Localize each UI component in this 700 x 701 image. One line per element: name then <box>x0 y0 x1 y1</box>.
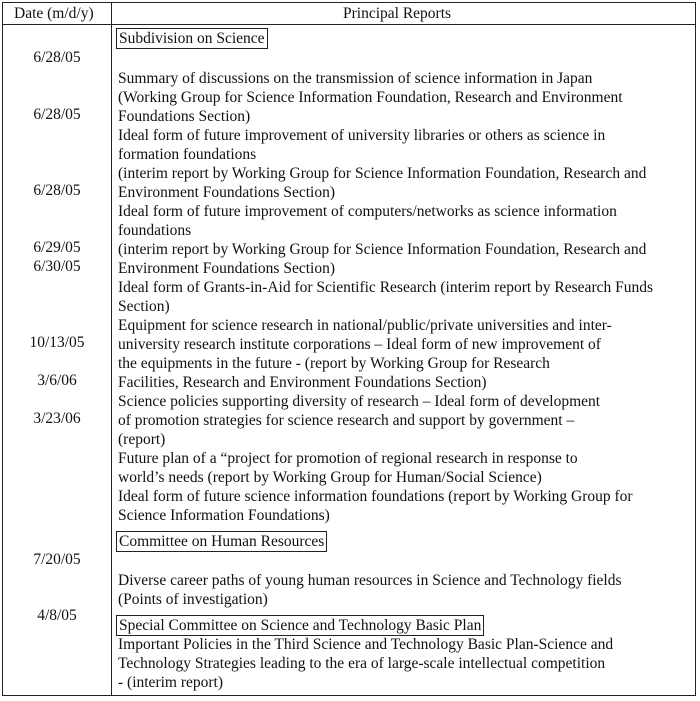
column-divider <box>111 3 112 695</box>
report-line: foundations <box>118 222 192 239</box>
section-title-science: Subdivision on Science <box>116 28 268 49</box>
header-divider <box>3 24 695 25</box>
section-title-basic-plan: Special Committee on Science and Technology Basic Plan <box>116 615 484 636</box>
report-line: Ideal form of future improvement of computers/networks as science information <box>118 203 617 220</box>
date-cell: 7/20/05 <box>33 551 81 568</box>
report-line: Foundations Section) <box>118 108 251 125</box>
report-line: (report) <box>118 431 166 448</box>
date-cell: 10/13/05 <box>29 334 85 351</box>
date-cell: 3/23/06 <box>33 410 81 427</box>
date-column-header: Date (m/d/y) <box>14 5 94 22</box>
report-line: of promotion strategies for science research and support by government – <box>118 412 575 429</box>
report-line: Facilities, Research and Environment Foundations Section) <box>118 374 487 391</box>
report-line: - (interim report) <box>118 674 224 691</box>
report-line: Ideal form of future improvement of university libraries or others as science in <box>118 127 606 144</box>
date-cell: 3/6/06 <box>37 372 77 389</box>
date-cell: 6/29/05 <box>33 239 81 256</box>
report-line: Diverse career paths of young human resources in Science and Technology fields <box>118 572 622 589</box>
report-line: Future plan of a “project for promotion of regional research in response to <box>118 450 578 467</box>
report-line: Science Information Foundations) <box>118 507 330 524</box>
report-line: Equipment for science research in national/public/private universities and inter- <box>118 317 612 334</box>
date-cell: 6/28/05 <box>33 182 81 199</box>
report-line: world’s needs (report by Working Group for Human/Social Science) <box>118 469 542 486</box>
report-line: Summary of discussions on the transmission of science information in Japan <box>118 70 593 87</box>
report-line: formation foundations <box>118 146 257 163</box>
date-cell: 6/30/05 <box>33 258 81 275</box>
report-line: Environment Foundations Section) <box>118 260 335 277</box>
report-line: Ideal form of Grants-in-Aid for Scientific Research (interim report by Research Funds <box>118 279 654 296</box>
report-line: (Points of investigation) <box>118 591 268 608</box>
date-cell: 6/28/05 <box>33 106 81 123</box>
reports-column-header: Principal Reports <box>343 5 452 22</box>
report-line: Important Policies in the Third Science and Technology Basic Plan-Science and <box>118 636 614 653</box>
reports-table <box>2 2 696 696</box>
date-cell: 6/28/05 <box>33 49 81 66</box>
report-line: the equipments in the future - (report by Working Group for Research <box>118 355 550 372</box>
report-line: Science policies supporting diversity of research – Ideal form of development <box>118 393 601 410</box>
report-line: (Working Group for Science Information Foundation, Research and Environment <box>118 89 623 106</box>
report-line: Technology Strategies leading to the era of large-scale intellectual competition <box>118 655 606 672</box>
section-title-human-resources: Committee on Human Resources <box>116 531 327 552</box>
report-line: (interim report by Working Group for Science Information Foundation, Research and <box>118 165 647 182</box>
date-cell: 4/8/05 <box>37 607 77 624</box>
report-line: (interim report by Working Group for Science Information Foundation, Research and <box>118 241 647 258</box>
report-line: Section) <box>118 298 170 315</box>
report-line: Ideal form of future science information foundations (report by Working Group for <box>118 488 633 505</box>
report-line: Environment Foundations Section) <box>118 184 335 201</box>
report-line: university research institute corporations – Ideal form of new improvement of <box>118 336 601 353</box>
